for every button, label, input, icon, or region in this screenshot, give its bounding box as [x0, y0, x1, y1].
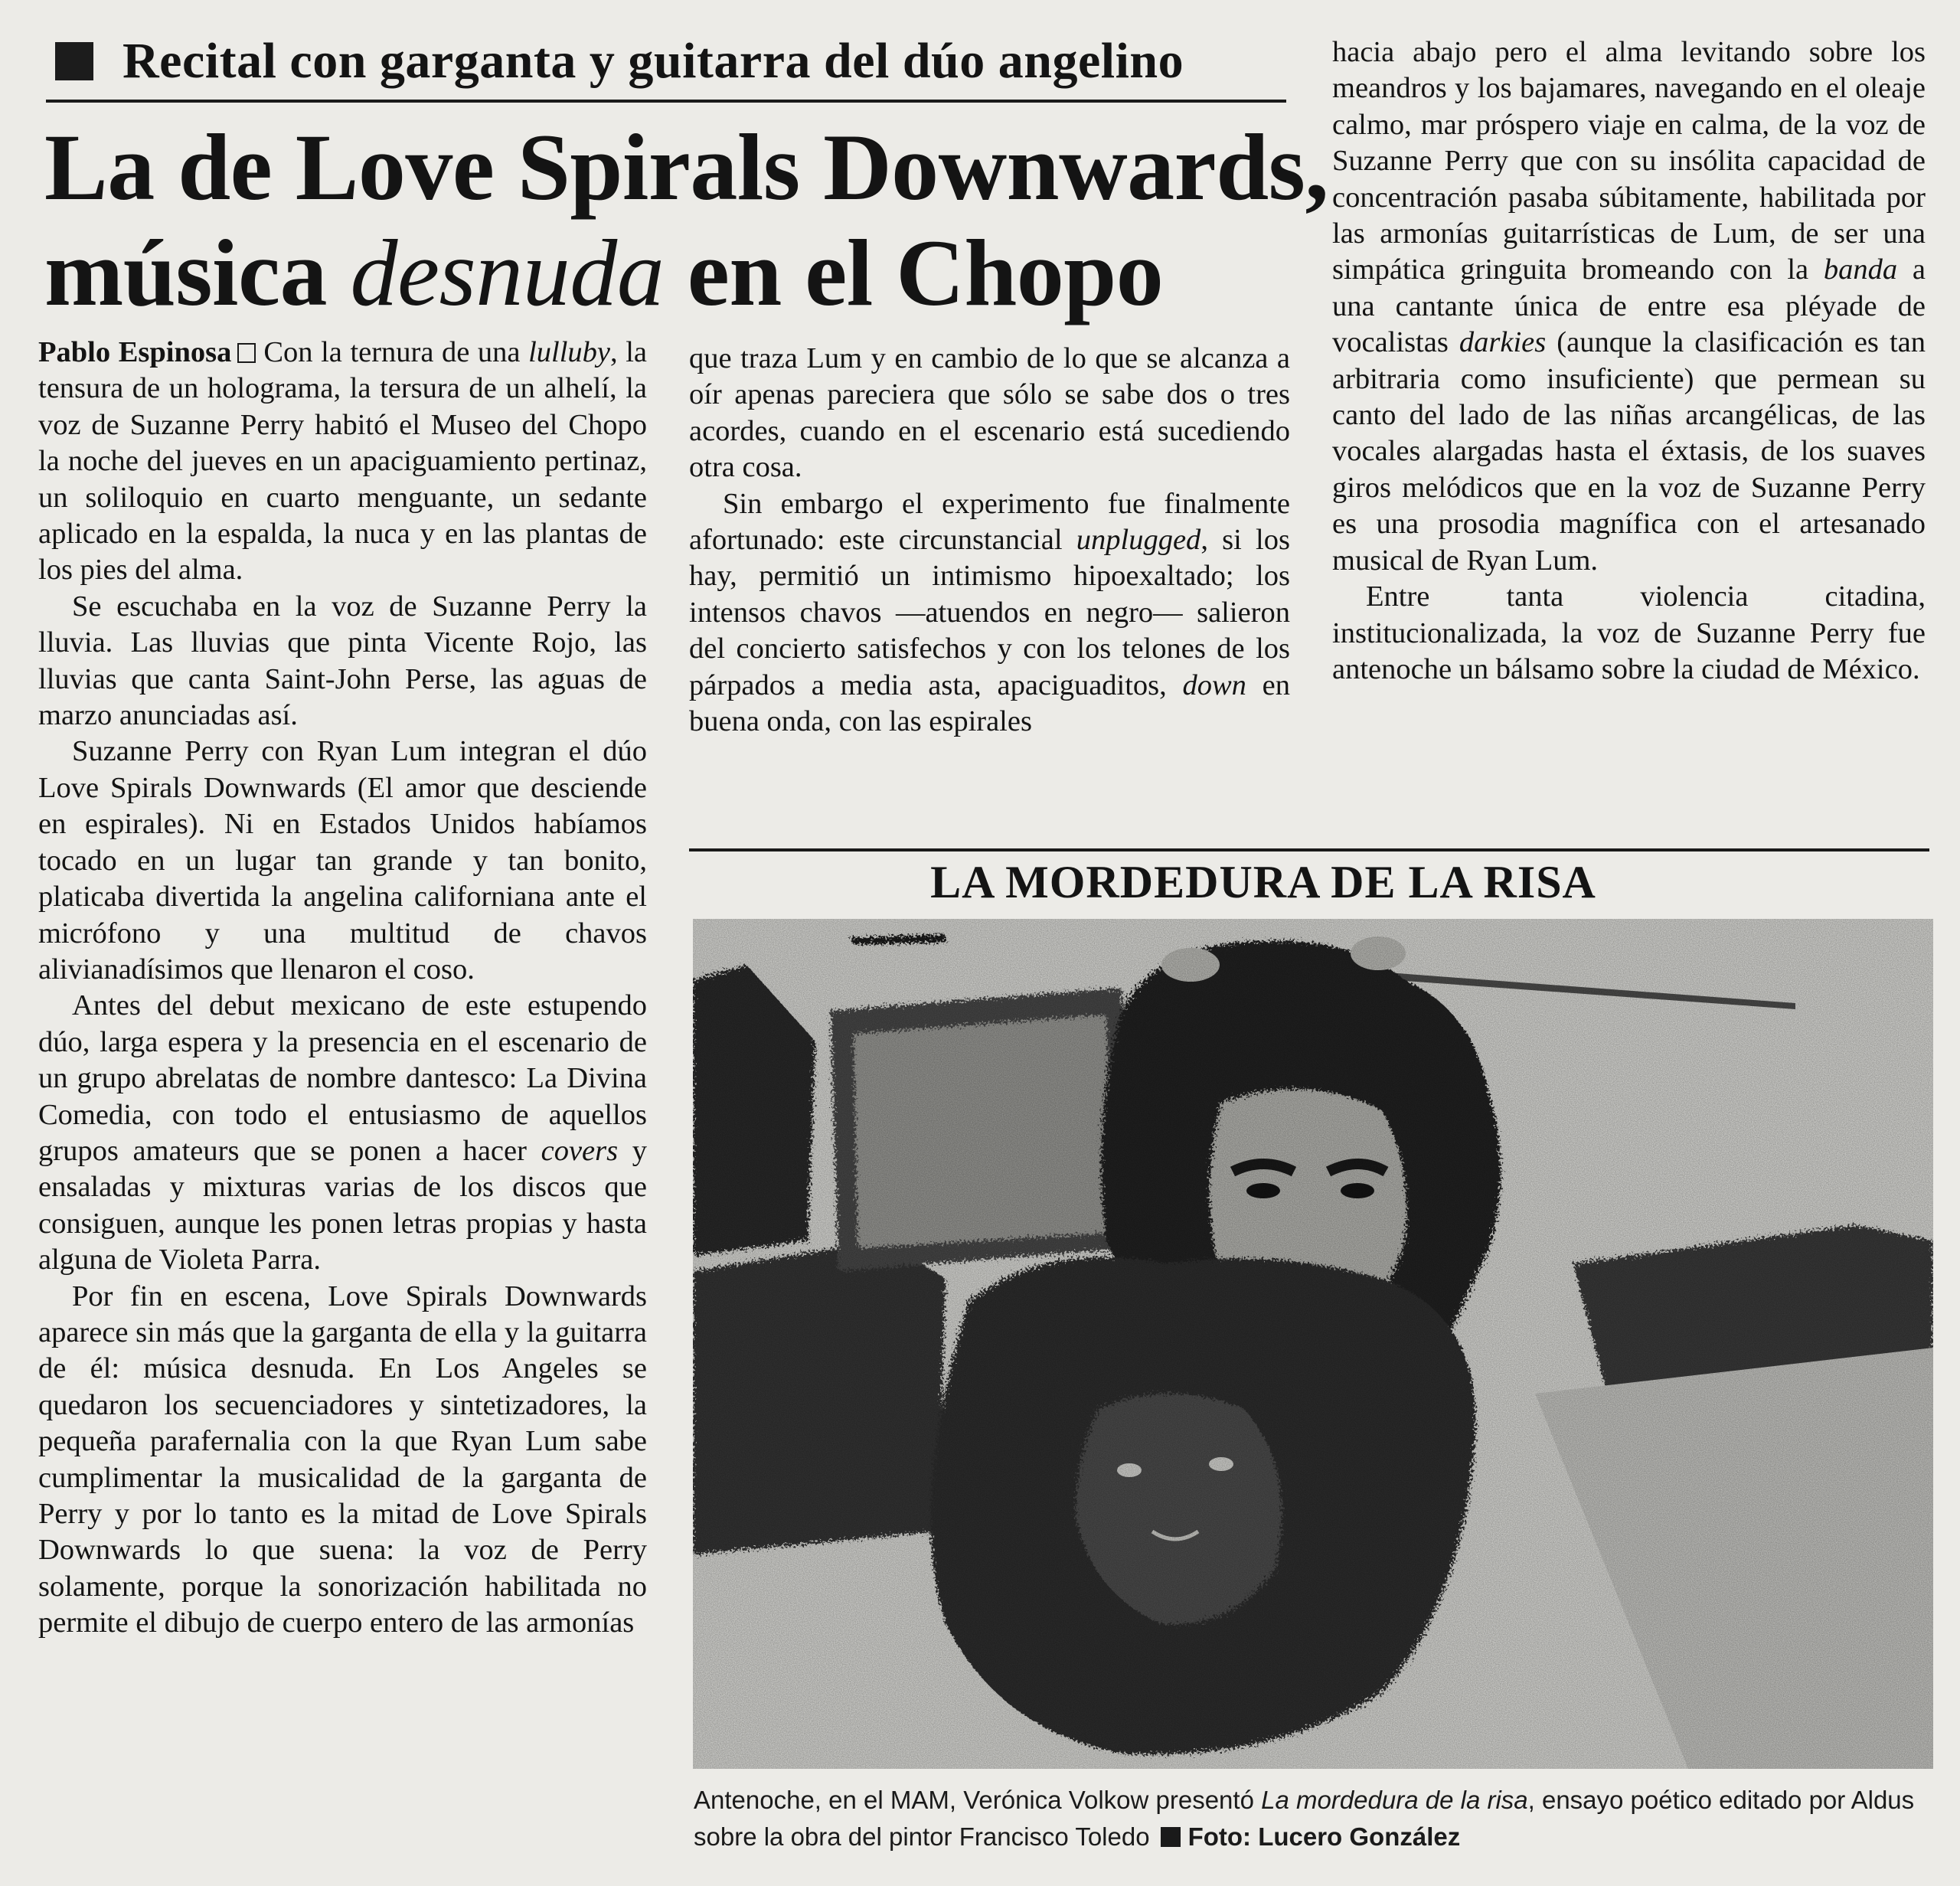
article-column-3	[1332, 34, 1926, 688]
article-paragraph: que traza Lum y en cambio de lo que se alcanza a oír apenas pareciera que sólo se sabe dos o tres acordes, cuando en el escenario está sucediendo otra cosa.	[689, 342, 1290, 484]
headline-line-2-start: música	[44, 221, 351, 325]
paragraph-text: hacia abajo pero el alma levitando sobre los meandros y los bajamares, navegando en el oleaje calmo, mar próspero viaje en calma, de la voz de Suzanne Perry que con su insólita capacidad de concentración pasaba súbitamente, habilitada por las armonías guitarrísticas de Lum, de ser una simpática gringuita bromeando con la	[1332, 36, 1926, 286]
article-paragraph	[38, 335, 647, 589]
photo-caption	[694, 1782, 1934, 1855]
paragraph-text: en buena onda, con las espirales	[689, 668, 1290, 738]
article-paragraph	[1332, 34, 1926, 579]
paragraph-emphasis: down	[1182, 668, 1246, 701]
paragraph-text: Antes del debut mexicano de este estupendo dúo, larga espera y la presencia en el escenario de un grupo abrelatas de nombre dantesco: La Divina Comedia, con todo el entusiasmo de aquellos grupos amateurs que se ponen a hacer	[38, 989, 647, 1167]
paragraph-text: y ensaladas y mixturas varias de los discos que consiguen, aunque les ponen letras propias y hasta alguna de Violeta Parra.	[38, 1134, 648, 1276]
article-paragraph: Por fin en escena, Love Spirals Downwards aparece sin más que la garganta de ella y la guitarra de él: música desnuda. En Los Angeles se quedaron los secuenciadores y sintetizadores, la pequeña parafernalia con la que Ryan Lum sabe cumplimentar la musicalidad de la garganta de Perry y por lo tanto es la mitad de Love Spirals Downwards lo que suena: la voz de Perry solamente, porque la sonorización habilitada no permite el dibujo de cuerpo entero de las armonías	[38, 1280, 647, 1639]
caption-text: , ensayo poético editado por Aldus sobre la obra del pintor Francisco Toledo	[694, 1786, 1915, 1851]
paragraph-emphasis: lulluby	[528, 336, 611, 368]
photo-credit: Foto: Lucero González	[1187, 1822, 1461, 1851]
kicker-text: Recital con garganta y guitarra del dúo angelino	[122, 33, 1184, 89]
kicker-bar	[46, 23, 1286, 103]
paragraph-emphasis: darkies	[1459, 326, 1547, 359]
paragraph-emphasis: covers	[541, 1134, 619, 1167]
kicker-square-icon	[55, 42, 93, 80]
headline-line-2	[44, 221, 1285, 326]
headline	[44, 115, 1328, 326]
caption-text: Antenoche, en el MAM, Verónica Volkow presentó	[694, 1786, 1262, 1814]
paragraph-text: , la tensura de un holograma, la tersura de un alhelí, la voz de Suzanne Perry habitó el Museo del Chopo la noche del jueves en un apaciguamiento pertinaz, un soliloquio en cuarto menguante, un sedante aplicado en la espalda, la nuca y en las plantas de los pies del alma.	[38, 336, 647, 587]
headline-emphasis: desnuda	[350, 221, 665, 325]
paragraph-text: Con la ternura de una	[263, 336, 529, 368]
paragraph-emphasis: banda	[1823, 253, 1898, 286]
headline-line-2-end: en el Chopo	[664, 221, 1164, 325]
article-paragraph: Suzanne Perry con Ryan Lum integran el dúo Love Spirals Downwards (El amor que desciende en espirales). Ni en Estados Unidos habíamos tocado en un lugar tan grande y tan bonito, platicaba divertida la angelina californiana ante el micrófono y una multitud de chavos alivianadísimos que llenaron el coso.	[38, 735, 647, 985]
paragraph-emphasis: unplugged	[1076, 524, 1201, 557]
article-paragraph	[689, 486, 1290, 740]
paragraph-text: (aunque la clasificación es tan arbitraria como insuficiente) que permean su canto del lado de las niñas arcangélicas, de las vocales alargadas hasta el éxtasis, de los suaves giros melódicos que en la voz de Suzanne Perry es una prosodia magnífica con el artesanado musical de Ryan Lum.	[1332, 326, 1926, 577]
photo	[693, 919, 1933, 1769]
article-paragraph: Se escuchaba en la voz de Suzanne Perry la lluvia. Las lluvias que pinta Vicente Rojo, las lluvias que canta Saint-John Perse, las aguas de marzo anunciadas así.	[38, 590, 647, 732]
article-paragraph	[38, 988, 647, 1278]
caption-book-title: La mordedura de la risa	[1261, 1786, 1528, 1814]
headline-line-1: La de Love Spirals Downwards,	[44, 115, 1328, 220]
photo-title: LA MORDEDURA DE LA RISA	[930, 857, 1596, 907]
byline: Pablo Espinosa	[38, 336, 232, 368]
article-paragraph: Entre tanta violencia citadina, institucionalizada, la voz de Suzanne Perry fue antenoche un bálsamo sobre la ciudad de México.	[1332, 580, 1926, 685]
paragraph-text: a una cantante única de entre esa pléyade de vocalistas	[1332, 253, 1926, 359]
paragraph-text: , si los hay, permitió un intimismo hipoexaltado; los intensos chavos —atuendos en negro— salieron del concierto satisfechos y con los telones de los párpados a media asta, apaciguaditos,	[689, 524, 1290, 701]
article-column-2	[689, 341, 1290, 740]
halftone-portrait-image	[693, 919, 1933, 1769]
byline-box-icon	[237, 343, 256, 363]
paragraph-text: Sin embargo el experimento fue finalmente afortunado: este circunstancial	[689, 487, 1290, 557]
caption-square-icon	[1161, 1827, 1181, 1847]
article-column-1	[38, 335, 647, 1642]
